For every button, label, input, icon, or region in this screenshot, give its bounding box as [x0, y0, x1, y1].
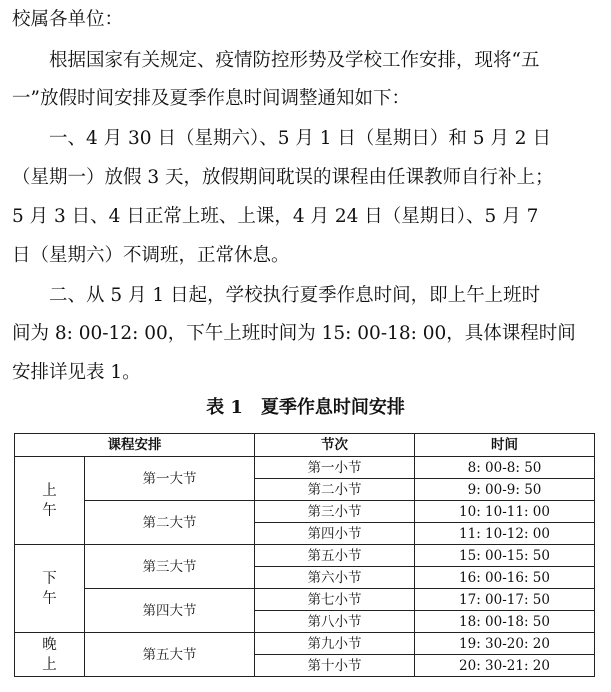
block-cell: 第三大节: [85, 545, 255, 589]
header-course: 课程安排: [15, 434, 255, 457]
section-cell: 第七小节: [255, 589, 415, 611]
time-cell: 8: 00-8: 50: [415, 457, 595, 479]
time-cell: 20: 30-21: 20: [415, 655, 595, 677]
time-cell: 19: 30-20: 20: [415, 633, 595, 655]
paragraph-line: 一”放假时间安排及夏季作息时间调整通知如下：: [12, 88, 410, 109]
paragraph-line: 间为 8: 00-12: 00，下午上班时间为 15: 00-18: 00，具体课程时间: [12, 323, 576, 344]
table-row: [15, 633, 595, 655]
time-cell: 9: 00-9: 50: [415, 479, 595, 501]
schedule-table: [14, 433, 595, 677]
section-cell: 第六小节: [255, 567, 415, 589]
time-cell: 11: 10-12: 00: [415, 523, 595, 545]
table-row: [15, 457, 595, 479]
section-cell: 第三小节: [255, 501, 415, 523]
paragraph-line: 日（星期六）不调班，正常休息。: [12, 245, 290, 266]
paragraph-line: 安排详见表 1。: [12, 362, 141, 383]
table-header-row: [15, 434, 595, 457]
time-cell: 16: 00-16: 50: [415, 567, 595, 589]
section-cell: 第八小节: [255, 611, 415, 633]
section-cell: 第五小节: [255, 545, 415, 567]
paragraph-line: 校属各单位：: [12, 9, 124, 30]
block-cell: 第一大节: [85, 457, 255, 501]
period-cell: [15, 633, 85, 677]
time-cell: 18: 00-18: 50: [415, 611, 595, 633]
section-cell: 第九小节: [255, 633, 415, 655]
section-cell: 第四小节: [255, 523, 415, 545]
time-cell: 17: 00-17: 50: [415, 589, 595, 611]
period-label: 晚上: [42, 636, 57, 673]
period-label: 下午: [42, 570, 57, 607]
block-cell: 第四大节: [85, 589, 255, 633]
section-cell: 第一小节: [255, 457, 415, 479]
section-cell: 第二小节: [255, 479, 415, 501]
period-cell: [15, 457, 85, 545]
header-section: 节次: [255, 434, 415, 457]
table-title: 表 1 夏季作息时间安排: [206, 397, 405, 418]
period-label: 上午: [42, 482, 57, 519]
table-row: [15, 545, 595, 567]
block-cell: 第二大节: [85, 501, 255, 545]
table-row: [15, 501, 595, 523]
paragraph-line: 根据国家有关规定、疫情防控形势及学校工作安排，现将“五: [12, 50, 540, 71]
block-cell: 第五大节: [85, 633, 255, 677]
paragraph-line: 二、从 5 月 1 日起，学校执行夏季作息时间，即上午上班时: [12, 285, 541, 306]
paragraph-line: （星期一）放假 3 天，放假期间耽误的课程由任课教师自行补上；: [12, 167, 554, 188]
header-time: 时间: [415, 434, 595, 457]
time-cell: 15: 00-15: 50: [415, 545, 595, 567]
section-cell: 第十小节: [255, 655, 415, 677]
time-cell: 10: 10-11: 00: [415, 501, 595, 523]
period-cell: [15, 545, 85, 633]
table-row: [15, 589, 595, 611]
paragraph-line: 一、4 月 30 日（星期六）、5 月 1 日（星期日）和 5 月 2 日: [12, 128, 551, 149]
paragraph-line: 5 月 3 日、4 日正常上班、上课，4 月 24 日（星期日）、5 月 7: [12, 206, 539, 227]
